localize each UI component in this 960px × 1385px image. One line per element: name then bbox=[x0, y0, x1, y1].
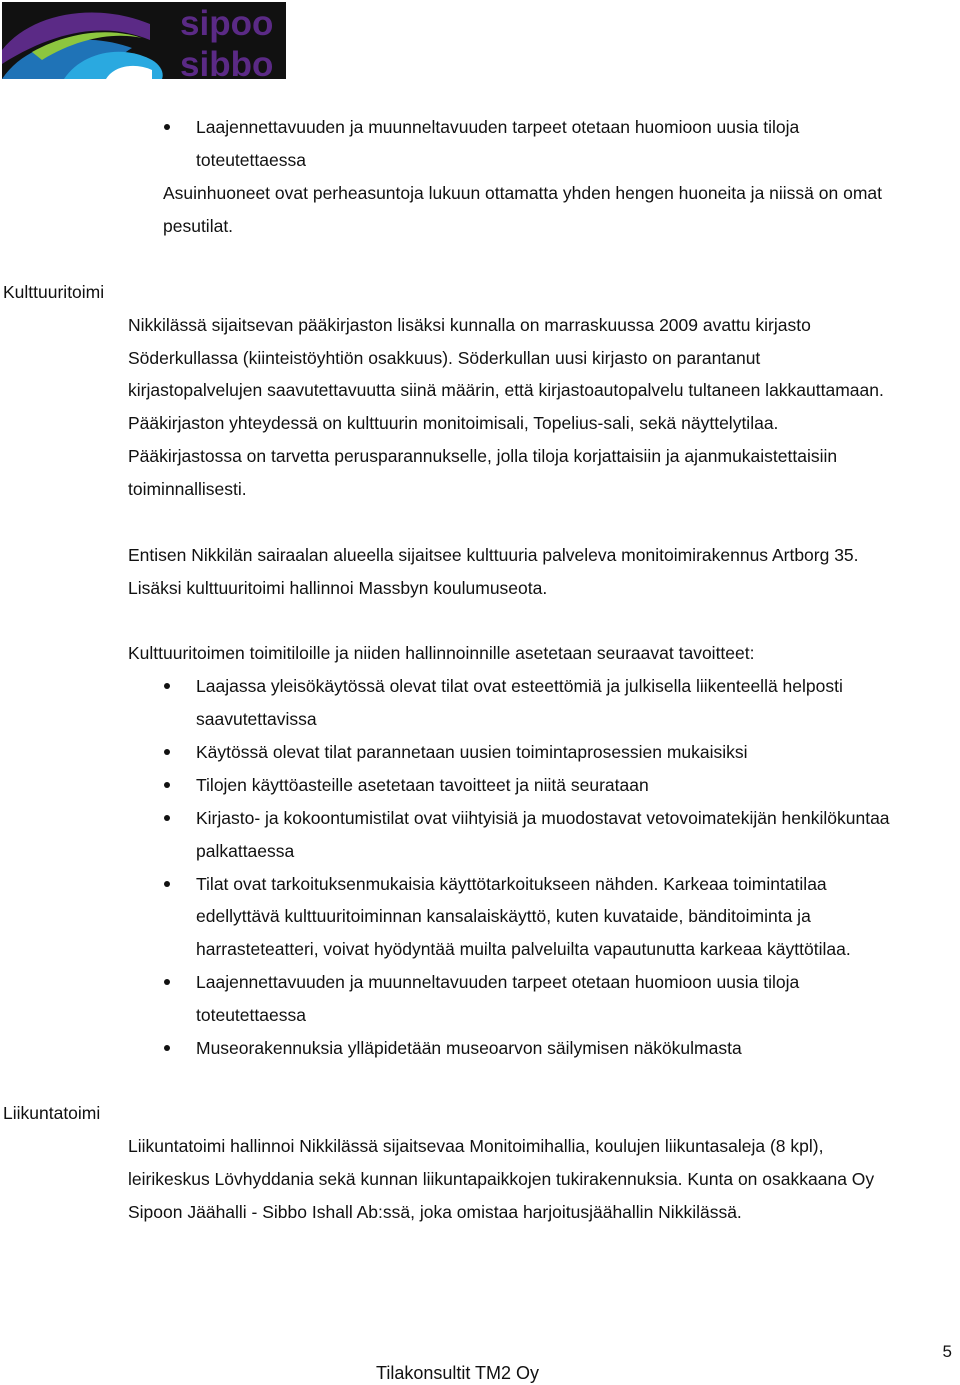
body-text-line: Pääkirjaston yhteydessä on kulttuurin monitoimisali, Topelius-sali, sekä näyttelytilaa. bbox=[128, 413, 779, 433]
bullet-dot bbox=[164, 749, 170, 755]
goal-line: Tilojen käyttöasteille asetetaan tavoitteet ja niitä seurataan bbox=[196, 775, 649, 795]
body-text-line: leirikeskus Lövhyddania sekä kunnan liikuntapaikkojen tukirakennuksia. Kunta on osakkaana Oy bbox=[128, 1169, 875, 1189]
bullet-dot bbox=[164, 683, 170, 689]
body-text-line: Lisäksi kulttuuritoimi hallinnoi Massbyn koulumuseota. bbox=[128, 578, 548, 598]
section-heading-liikuntatoimi: Liikuntatoimi bbox=[3, 1103, 101, 1123]
logo-text-sipoo: sipoo bbox=[180, 4, 274, 43]
body-text-line: toiminnallisesti. bbox=[128, 479, 247, 499]
goal-line: Laajennettavuuden ja muunneltavuuden tarpeet otetaan huomioon uusia tiloja bbox=[196, 972, 800, 992]
body-text-line: Asuinhuoneet ovat perheasuntoja lukuun ottamatta yhden hengen huoneita ja niissä on omat bbox=[163, 183, 882, 203]
bullet-dot bbox=[164, 979, 170, 985]
body-text-line: Söderkullassa (kiinteistöyhtiön osakkuus). Söderkullan uusi kirjasto on parantanut bbox=[128, 348, 761, 368]
goal-line: Laajassa yleisökäytössä olevat tilat ovat esteettömiä ja julkisella liikenteellä helposti bbox=[196, 676, 843, 696]
goal-line: saavutettavissa bbox=[196, 709, 317, 729]
bullet-dot bbox=[164, 881, 170, 887]
goal-line: edellyttävä kulttuuritoiminnan kansalaiskäyttö, kuten kuvataide, bänditoiminta ja bbox=[196, 906, 811, 926]
body-text-line: kirjastopalvelujen saavutettavuutta siinä määrin, että kirjastoautopalvelu tultaneen lakkauttamaan. bbox=[128, 380, 884, 400]
top-bullet-line: toteutettaessa bbox=[196, 150, 306, 170]
body-text-line: Nikkilässä sijaitsevan pääkirjaston lisäksi kunnalla on marraskuussa 2009 avattu kirjasto bbox=[128, 315, 811, 335]
bullet-dot bbox=[164, 124, 170, 130]
footer-company: Tilakonsultit TM2 Oy bbox=[376, 1363, 540, 1383]
goal-line: toteutettaessa bbox=[196, 1005, 306, 1025]
bullet-dot bbox=[164, 782, 170, 788]
goal-line: Museorakennuksia ylläpidetään museoarvon säilymisen näkökulmasta bbox=[196, 1038, 742, 1058]
top-bullet-line: Laajennettavuuden ja muunneltavuuden tarpeet otetaan huomioon uusia tiloja bbox=[196, 117, 800, 137]
goal-line: Tilat ovat tarkoituksenmukaisia käyttötarkoitukseen nähden. Karkeaa toimintatilaa bbox=[196, 874, 827, 894]
goals-intro: Kulttuuritoimen toimitiloille ja niiden hallinnoinnille asetetaan seuraavat tavoitteet: bbox=[128, 643, 755, 663]
section-heading-kulttuuritoimi: Kulttuuritoimi bbox=[3, 282, 105, 302]
goal-line: Käytössä olevat tilat parannetaan uusien toimintaprosessien mukaisiksi bbox=[196, 742, 748, 762]
bullet-dot bbox=[164, 1045, 170, 1051]
body-text-line: pesutilat. bbox=[163, 216, 234, 236]
page-number: 5 bbox=[942, 1342, 952, 1361]
body-text-line: Liikuntatoimi hallinnoi Nikkilässä sijaitsevaa Monitoimihallia, koulujen liikuntasaleja (8 kpl), bbox=[128, 1136, 824, 1156]
body-text-line: Entisen Nikkilän sairaalan alueella sijaitsee kulttuuria palveleva monitoimirakennus Artborg 35. bbox=[128, 545, 859, 565]
bullet-dot bbox=[164, 815, 170, 821]
body-text-line: Sipoon Jäähalli - Sibbo Ishall Ab:ssä, joka omistaa harjoitusjäähallin Nikkilässä. bbox=[128, 1202, 742, 1222]
logo-text-sibbo: sibbo bbox=[180, 45, 274, 79]
goal-line: palkattaessa bbox=[196, 841, 295, 861]
body-text-line: Pääkirjastossa on tarvetta perusparannukselle, jolla tiloja korjattaisiin ja ajanmukaistettaisiin bbox=[128, 446, 838, 466]
sipoo-sibbo-logo bbox=[2, 2, 286, 79]
goal-line: harrasteteatteri, voivat hyödyntää muilta palveluilta vapautunutta karkeaa käyttötilaa. bbox=[196, 939, 851, 959]
goal-line: Kirjasto- ja kokoontumistilat ovat viihtyisiä ja muodostavat vetovoimatekijän henkilökuntaa bbox=[196, 808, 890, 828]
